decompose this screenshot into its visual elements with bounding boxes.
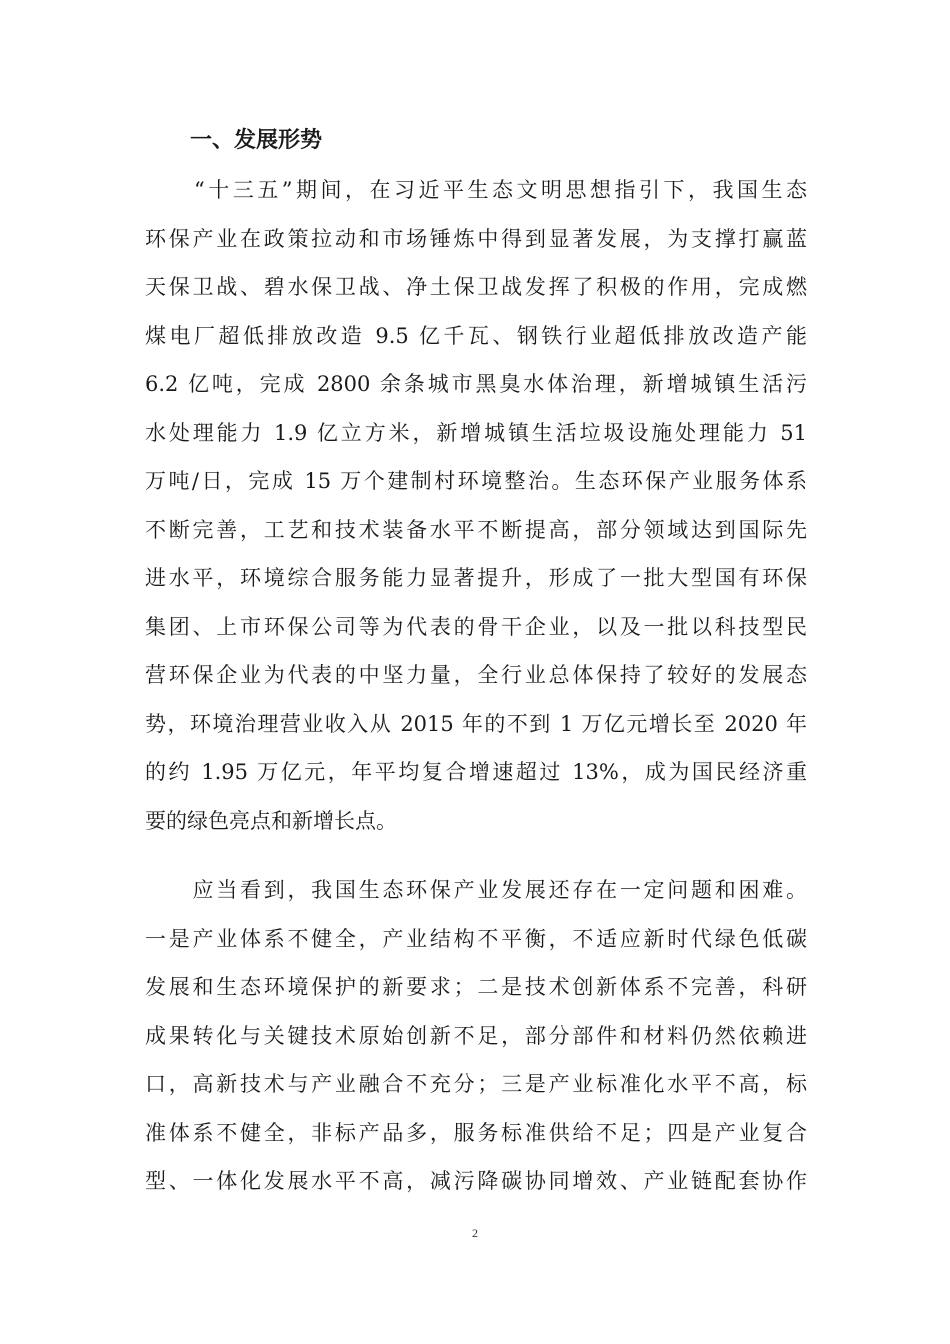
text-line: 环保产业在政策拉动和市场锤炼中得到显著发展，为支撑打赢蓝 — [145, 226, 807, 251]
page-number: 2 — [472, 1226, 478, 1240]
text-line: 天保卫战、碧水保卫战、净土保卫战发挥了积极的作用，完成燃 — [145, 275, 807, 299]
text-line: 水处理能力 1.9 亿立方米，新增城镇生活垃圾设施处理能力 51 — [145, 420, 807, 445]
text-line: 集团、上市环保公司等为代表的骨干企业，以及一批以科技型民 — [145, 614, 807, 639]
text-line: 要的绿色亮点和新增长点。 — [145, 808, 397, 833]
text-line: 发展和生态环境保护的新要求；二是技术创新体系不完善，科研 — [145, 975, 807, 999]
text-line: 不断完善，工艺和技术装备水平不断提高，部分领域达到国际先 — [145, 517, 807, 542]
text-line: “十三五”期间，在习近平生态文明思想指引下，我国生态 — [145, 178, 807, 202]
text-line: 6.2 亿吨，完成 2800 余条城市黑臭水体治理，新增城镇生活污 — [145, 372, 807, 396]
text-line: 型、一体化发展水平不高，减污降碳协同增效、产业链配套协作 — [145, 1169, 807, 1193]
paragraph-problems — [145, 866, 807, 1206]
text-line: 应当看到，我国生态环保产业发展还存在一定问题和困难。 — [145, 878, 807, 902]
text-line: 成果转化与关键技术原始创新不足，部分部件和材料仍然依赖进 — [145, 1023, 807, 1048]
text-line: 万吨/日，完成 15 万个建制村环境整治。生态环保产业服务体系 — [145, 469, 807, 493]
text-line: 准体系不健全，非标产品多，服务标准供给不足；四是产业复合 — [145, 1120, 807, 1145]
section-heading: 一、发展形势 — [190, 128, 323, 153]
text-line: 煤电厂超低排放改造 9.5 亿千瓦、钢铁行业超低排放改造产能 — [145, 323, 807, 348]
text-line: 势，环境治理营业收入从 2015 年的不到 1 万亿元增长至 2020 年 — [145, 711, 807, 736]
text-line: 进水平，环境综合服务能力显著提升，形成了一批大型国有环保 — [145, 566, 807, 590]
paragraph-development-status — [145, 166, 807, 845]
text-line: 一是产业体系不健全，产业结构不平衡，不适应新时代绿色低碳 — [145, 926, 807, 951]
text-line: 口，高新技术与产业融合不充分；三是产业标准化水平不高，标 — [145, 1072, 807, 1096]
text-line: 的约 1.95 万亿元，年平均复合增速超过 13%，成为国民经济重 — [145, 760, 807, 784]
text-line: 营环保企业为代表的中坚力量，全行业总体保持了较好的发展态 — [145, 663, 807, 687]
